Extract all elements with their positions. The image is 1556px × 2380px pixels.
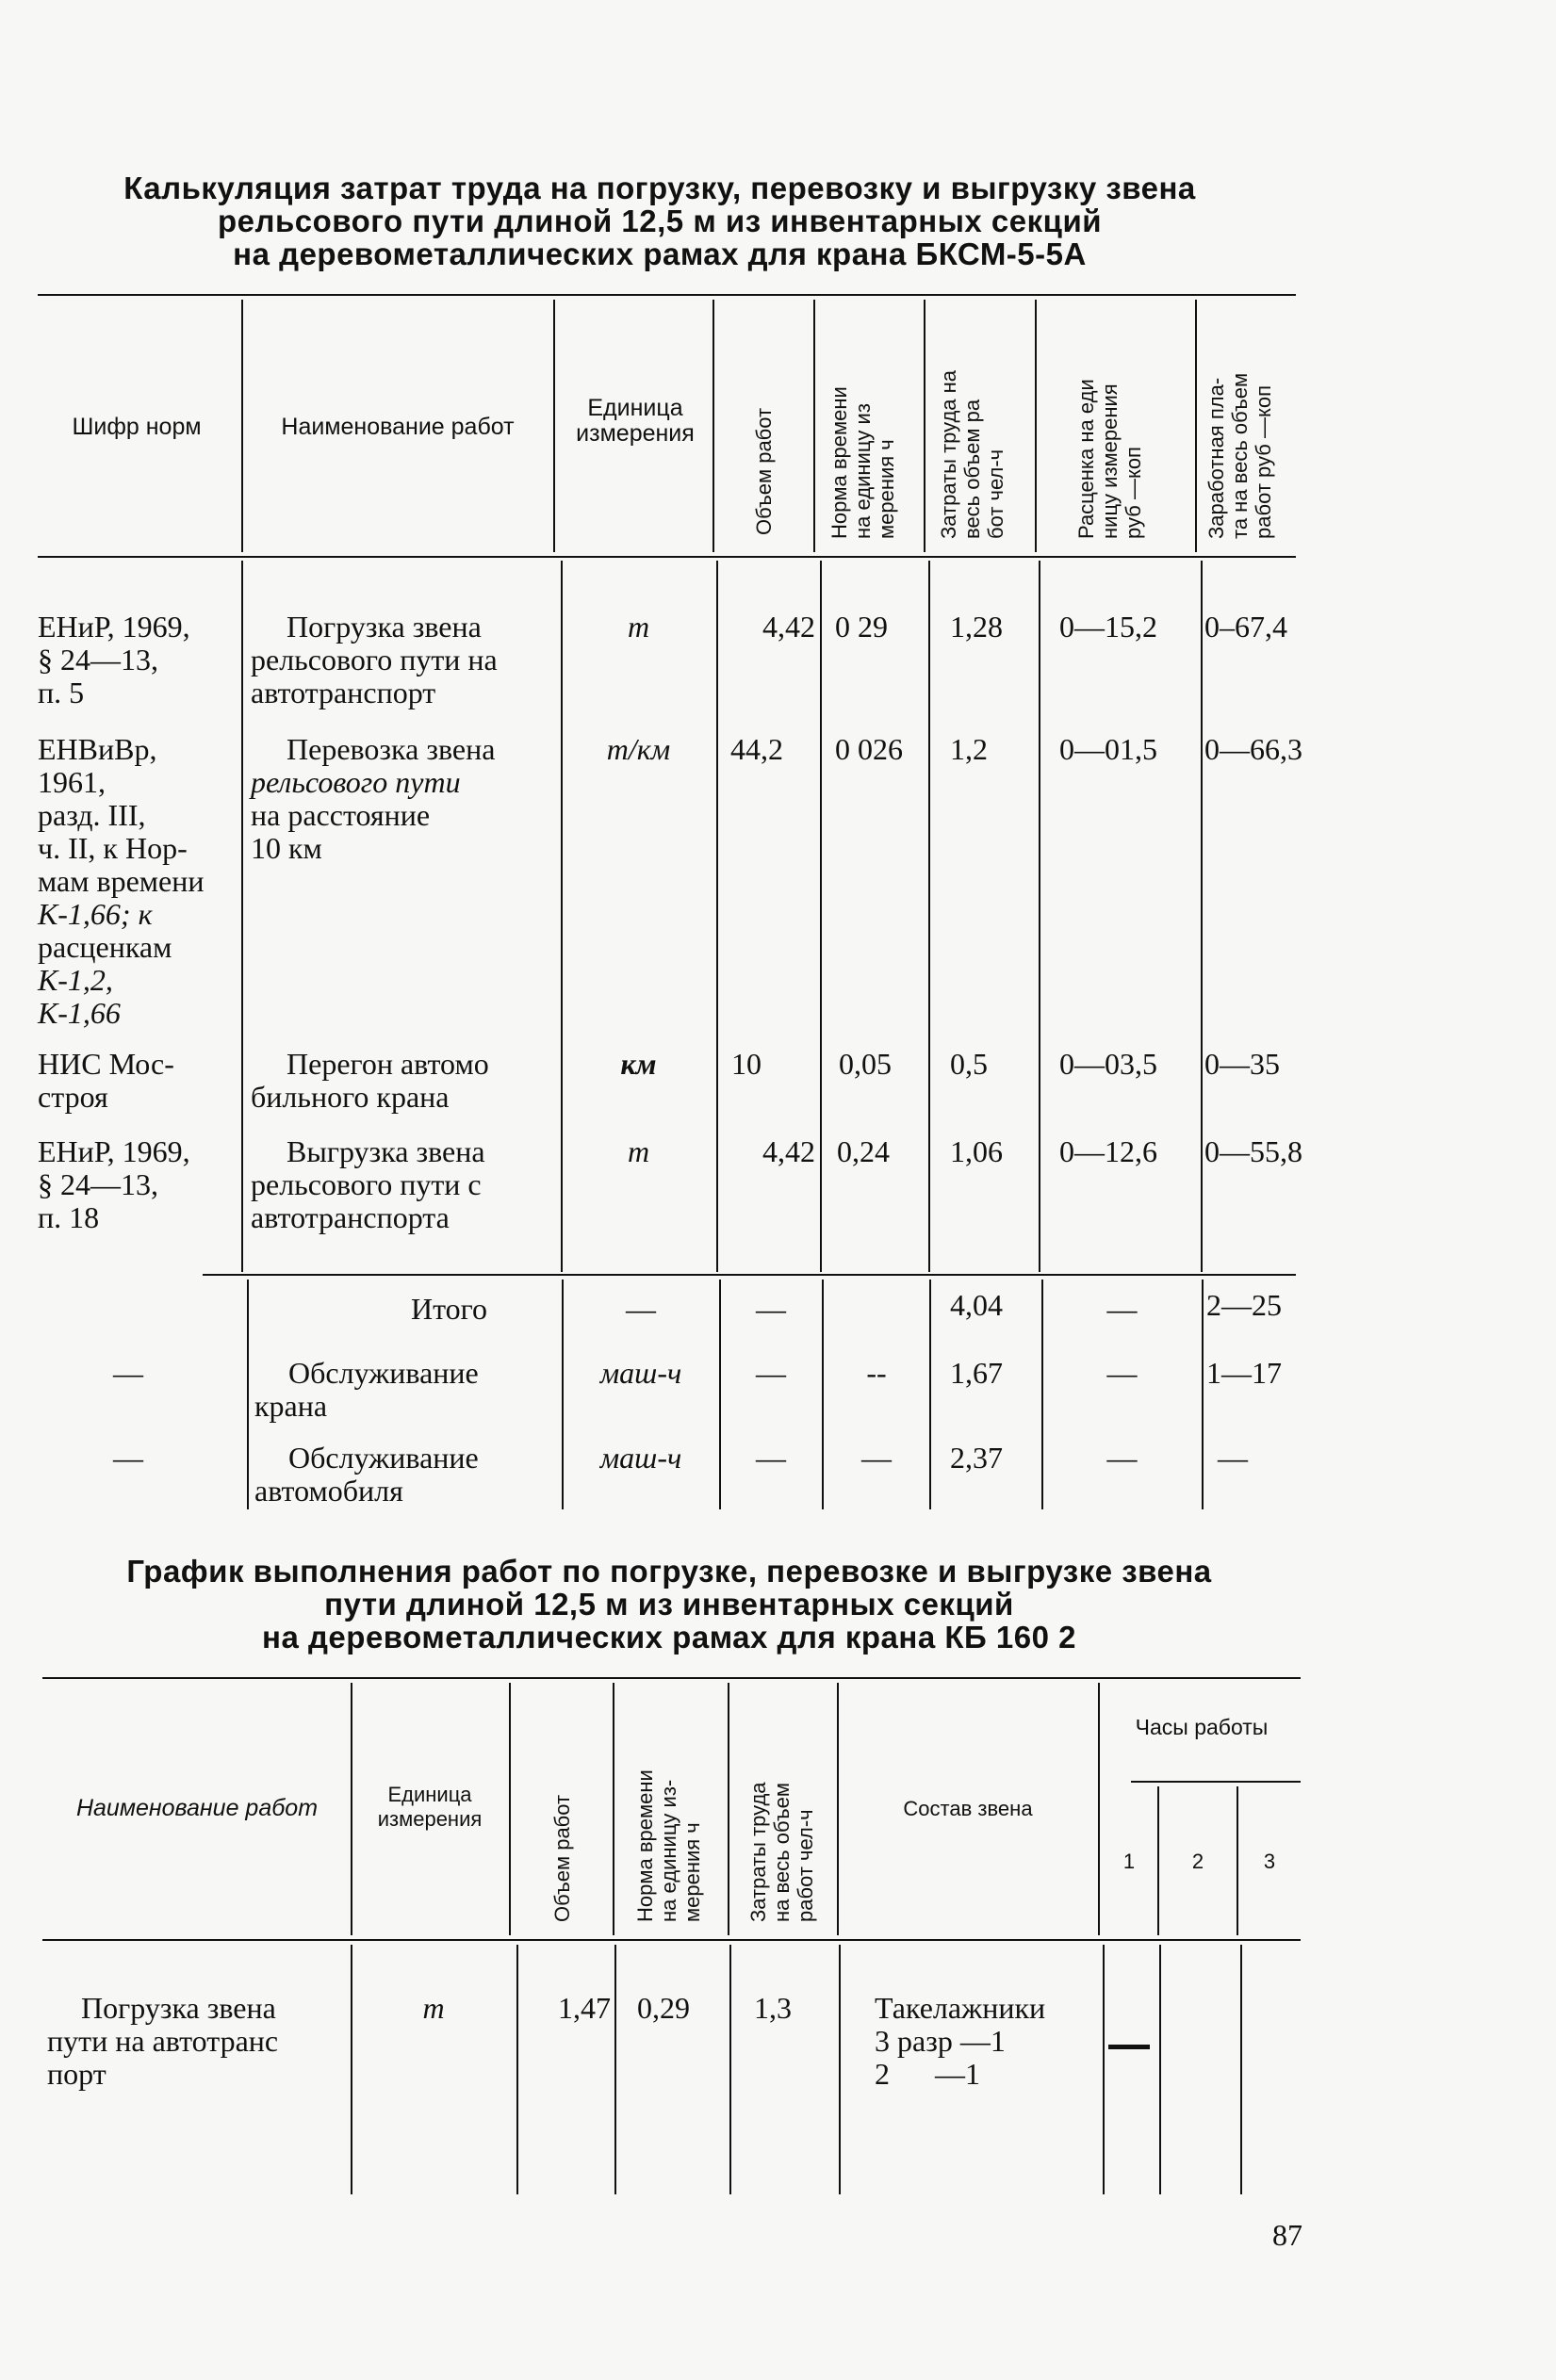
- code-line: ЕНиР, 1969,: [38, 610, 190, 644]
- col-sep: [716, 561, 718, 1272]
- t1-row4-pay: 0—55,8: [1204, 1134, 1302, 1168]
- code-line: п. 5: [38, 676, 85, 709]
- t1-row4-labor: 1,06: [950, 1134, 1003, 1168]
- t2-header-hour-1: 1: [1122, 1850, 1136, 1873]
- name-line: бильного крана: [251, 1080, 450, 1114]
- header-line: Норма времени: [633, 1769, 657, 1922]
- col-sep: [729, 1945, 731, 2194]
- t1-header-volume: Объем работ: [752, 407, 776, 535]
- t1-row1-name: [251, 611, 554, 709]
- t2-header-hours: Часы работы: [1135, 1715, 1269, 1739]
- t2-header-name: Наименование работ: [75, 1795, 319, 1821]
- col-sep: [613, 1683, 614, 1935]
- header-line: измерения: [377, 1807, 483, 1831]
- t1-extra2-volume: —: [756, 1441, 786, 1475]
- header-line: бот чел-ч: [984, 448, 1007, 539]
- name-line: на расстояние: [251, 798, 431, 832]
- t1-total-pay: 2—25: [1206, 1288, 1282, 1322]
- t1-header-labor: [937, 370, 1007, 539]
- t1-row4-unit: т: [627, 1134, 650, 1168]
- t1-row1-rate: 0—15,2: [1059, 610, 1157, 644]
- t2-header-hour-3: 3: [1263, 1850, 1276, 1873]
- t1-extra2-labor: 2,37: [950, 1441, 1003, 1475]
- header-line: Единица: [387, 1783, 472, 1806]
- col-sep: [1103, 1945, 1105, 2194]
- t1-extra1-pay: 1—17: [1206, 1356, 1282, 1390]
- name-line: автомобиля: [254, 1474, 403, 1508]
- t2-header-labor: [746, 1782, 817, 1922]
- t1-extra1-code: —: [113, 1356, 143, 1390]
- header-line: мерения ч: [680, 1822, 704, 1922]
- code-line: расценкам: [38, 930, 172, 964]
- header-line: Норма времени: [827, 386, 851, 539]
- code-line: строя: [38, 1080, 108, 1114]
- name-line: Перевозка звена: [287, 732, 496, 766]
- t2-row-crew: [875, 1992, 1099, 2091]
- t1-extra2-rate: —: [1106, 1441, 1138, 1475]
- name-line: рельсового пути на: [251, 643, 498, 677]
- t1-row3-pay: 0—35: [1204, 1047, 1280, 1081]
- name-line: Погрузка звена: [81, 1991, 276, 2025]
- col-sep: [837, 1683, 839, 1935]
- col-sep: [1201, 561, 1203, 1272]
- t1-row2-rate: 0—01,5: [1059, 732, 1157, 766]
- t1-row1-volume: 4,42: [762, 610, 815, 644]
- table1-title: [113, 171, 1206, 270]
- t1-total-unit: —: [626, 1292, 656, 1326]
- col-sep: [1098, 1683, 1100, 1935]
- t2-header-norm: [633, 1769, 704, 1922]
- header-line: Затраты труда: [746, 1782, 770, 1922]
- t2-header-crew: Состав звена: [903, 1797, 1033, 1820]
- header-line: на единицу из: [851, 403, 875, 539]
- name-line: Перегон автомо: [287, 1047, 489, 1081]
- col-sep: [1159, 1945, 1161, 2194]
- t1-row2-labor: 1,2: [950, 732, 988, 766]
- table2-title-line: График выполнения работ по погрузке, перевозке и выгрузке звена: [126, 1554, 1212, 1589]
- code-line: К-1,2,: [38, 963, 113, 997]
- table2-title-line: пути длиной 12,5 м из инвентарных секций: [324, 1587, 1014, 1622]
- t2-row-norm: 0,29: [637, 1991, 690, 2025]
- t1-header-pay: [1204, 373, 1275, 539]
- t1-row2-norm: 0 026: [835, 732, 903, 766]
- t1-row3-norm: 0,05: [839, 1047, 892, 1081]
- col-sep: [813, 300, 815, 552]
- header-line: Затраты труда на: [937, 369, 960, 539]
- name-line: крана: [254, 1389, 328, 1423]
- header-line: Заработная пла-: [1204, 377, 1228, 539]
- t1-total-rate: —: [1106, 1292, 1138, 1326]
- t1-row2-code: [38, 733, 239, 1030]
- col-sep: [562, 1280, 564, 1509]
- table2-title: [123, 1555, 1216, 1654]
- t1-total-volume: —: [756, 1292, 786, 1326]
- code-line: НИС Мос-: [38, 1047, 174, 1081]
- t1-row2-unit: т/км: [606, 732, 671, 766]
- t2-row-volume: 1,47: [558, 1991, 611, 2025]
- t2-row-unit: т: [422, 1991, 445, 2025]
- header-line: работ руб —коп: [1252, 385, 1275, 539]
- t1-extra1-norm: --: [866, 1356, 887, 1390]
- col-sep: [509, 1683, 511, 1935]
- t1-row3-name: [251, 1048, 554, 1114]
- col-sep: [712, 300, 714, 552]
- header-line: та на весь объем: [1228, 372, 1252, 539]
- t1-row1-code: [38, 611, 237, 709]
- t1-row3-labor: 0,5: [950, 1047, 988, 1081]
- table1-title-line: на деревометаллических рамах для крана БКСМ-5-5А: [233, 236, 1087, 271]
- crew-line: 3 разр —1: [875, 2024, 1006, 2058]
- t1-extra1-rate: —: [1106, 1356, 1138, 1390]
- col-sep: [928, 561, 930, 1272]
- t1-row3-unit: км: [620, 1047, 657, 1081]
- col-sep: [1035, 300, 1037, 552]
- header-line: руб —коп: [1122, 447, 1145, 539]
- name-line: Погрузка звена: [287, 610, 482, 644]
- t1-row3-rate: 0—03,5: [1059, 1047, 1157, 1081]
- t1-header-code: Шифр норм: [72, 414, 202, 440]
- t1-extra1-volume: —: [756, 1356, 786, 1390]
- col-sep: [553, 300, 555, 552]
- col-sep: [351, 1945, 352, 2194]
- t1-header-norm: [827, 386, 898, 539]
- col-sep: [247, 1280, 249, 1509]
- code-line: 1961,: [38, 765, 106, 799]
- header-line: на единицу из-: [657, 1779, 680, 1922]
- col-sep: [929, 1280, 931, 1509]
- t1-header-unit: Единица измерения: [576, 395, 695, 447]
- col-sep: [924, 300, 925, 552]
- t1-extra2-unit: маш-ч: [599, 1441, 682, 1475]
- rule: [203, 1274, 1296, 1276]
- t1-row4-volume: 4,42: [762, 1134, 815, 1168]
- t1-header-rate: [1074, 379, 1145, 539]
- code-line: ч. II, к Нор-: [38, 831, 188, 865]
- t1-extra2-code: —: [113, 1441, 143, 1475]
- col-sep: [241, 561, 243, 1272]
- name-line: Обслуживание: [288, 1356, 479, 1390]
- header-line: ницу измерения: [1098, 383, 1122, 539]
- code-line: К-1,66: [38, 996, 121, 1030]
- code-line: § 24—13,: [38, 643, 158, 677]
- t1-extra1-labor: 1,67: [950, 1356, 1003, 1390]
- table1-title-line: Калькуляция затрат труда на погрузку, перевозку и выгрузку звена: [123, 171, 1196, 205]
- col-sep: [1202, 1280, 1204, 1509]
- col-sep: [516, 1945, 518, 2194]
- col-sep: [1240, 1945, 1242, 2194]
- t1-total-labor: 4,04: [950, 1288, 1003, 1322]
- t2-header-unit: [354, 1783, 505, 1832]
- rule: [38, 556, 1296, 558]
- t1-row2-pay: 0—66,3: [1204, 732, 1302, 766]
- t1-extra2-pay: —: [1218, 1441, 1248, 1475]
- t1-extra2-norm: —: [861, 1441, 892, 1475]
- name-line: рельсового пути: [251, 765, 461, 799]
- col-sep: [839, 1945, 841, 2194]
- code-line: ЕНиР, 1969,: [38, 1134, 190, 1168]
- t1-row1-norm: 0 29: [835, 610, 888, 644]
- col-sep: [351, 1683, 352, 1935]
- rule: [1131, 1781, 1301, 1783]
- name-line: рельсового пути с: [251, 1167, 482, 1201]
- name-line: Выгрузка звена: [287, 1134, 485, 1168]
- t1-row3-volume: 10: [731, 1047, 762, 1081]
- crew-line: 2 —1: [875, 2057, 980, 2091]
- name-line: автотранспорт: [251, 676, 436, 709]
- col-sep: [1041, 1280, 1043, 1509]
- table2-title-line: на деревометаллических рамах для крана КБ 160 2: [262, 1620, 1076, 1655]
- t2-header-volume: Объем работ: [550, 1794, 574, 1922]
- col-sep: [1039, 561, 1040, 1272]
- col-sep: [822, 1280, 824, 1509]
- schedule-bar: [1108, 2045, 1150, 2049]
- t2-header-hour-2: 2: [1191, 1850, 1204, 1873]
- col-sep: [728, 1683, 729, 1935]
- page-number: 87: [1272, 2218, 1302, 2252]
- col-sep: [719, 1280, 721, 1509]
- code-line: разд. III,: [38, 798, 146, 832]
- col-sep: [614, 1945, 616, 2194]
- header-line: на весь объем: [770, 1783, 794, 1922]
- code-line: § 24—13,: [38, 1167, 158, 1201]
- t1-row3-code: [38, 1048, 237, 1114]
- t1-row4-name: [251, 1135, 554, 1234]
- t2-row-name: [47, 1992, 347, 2091]
- table1-title-line: рельсового пути длиной 12,5 м из инвентарных секций: [217, 204, 1103, 238]
- name-line: автотранспорта: [251, 1200, 450, 1234]
- header-line: Расценка на еди: [1074, 379, 1098, 539]
- t1-total-label: Итого: [411, 1292, 487, 1326]
- t1-row2-volume: 44,2: [730, 732, 783, 766]
- col-sep: [241, 300, 243, 552]
- header-line: работ чел-ч: [794, 1809, 817, 1922]
- t1-extra2-name: [254, 1442, 558, 1508]
- name-line: пути на автотранс: [47, 2024, 279, 2058]
- header-line: весь объем ра: [960, 399, 984, 539]
- crew-line: Такелажники: [875, 1991, 1046, 2025]
- t1-row2-name: [251, 733, 554, 865]
- t1-row1-pay: 0–67,4: [1204, 610, 1287, 644]
- t1-row4-code: [38, 1135, 237, 1234]
- code-line: п. 18: [38, 1200, 100, 1234]
- code-line: К-1,66; к: [38, 897, 153, 931]
- t1-row1-unit: т: [627, 610, 650, 644]
- t1-row4-norm: 0,24: [837, 1134, 890, 1168]
- t1-extra1-unit: маш-ч: [599, 1356, 682, 1390]
- t1-row1-labor: 1,28: [950, 610, 1003, 644]
- col-sep: [820, 561, 822, 1272]
- name-line: порт: [47, 2057, 106, 2091]
- t2-row-labor: 1,3: [754, 1991, 792, 2025]
- code-line: мам времени: [38, 864, 205, 898]
- t1-extra1-name: [254, 1357, 558, 1423]
- t1-row4-rate: 0—12,6: [1059, 1134, 1157, 1168]
- col-sep: [561, 561, 563, 1272]
- col-sep: [1195, 300, 1197, 552]
- code-line: ЕНВиВр,: [38, 732, 157, 766]
- name-line: Обслуживание: [288, 1441, 479, 1475]
- name-line: 10 км: [251, 831, 322, 865]
- rule: [42, 1939, 1301, 1941]
- header-line: мерения ч: [875, 439, 898, 539]
- t1-header-name: Наименование работ: [281, 414, 515, 440]
- rule: [42, 1677, 1301, 1679]
- rule: [38, 294, 1296, 296]
